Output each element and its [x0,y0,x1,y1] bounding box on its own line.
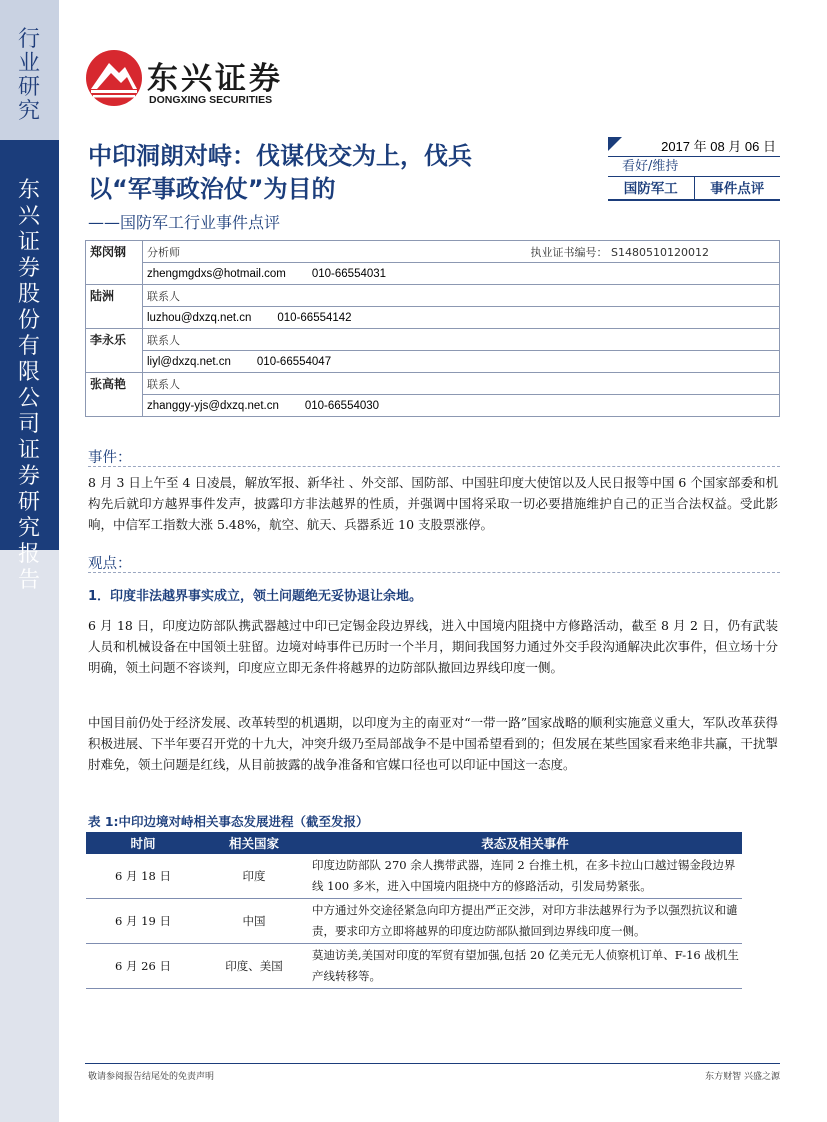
cell-date: 6 月 19 日 [86,899,200,944]
logo-emblem-icon [85,49,143,107]
report-type-tag: 事件点评 [694,177,781,201]
analyst-role: 分析师 [147,245,180,259]
cell-event: 印度边防部队 270 余人携带武器，连同 2 台推土机，在多卡拉山口越过锡金段边界线 100 多米，进入中国境内阻挠中方的修路活动，引发局势紧张。 [308,854,742,899]
analyst-cert: 执业证书编号： S1480510120012 [530,245,709,259]
col-header-event: 表态及相关事件 [308,832,742,854]
analyst-role: 联系人 [147,289,180,303]
analyst-name: 郑闵钢 [86,241,143,285]
events-table [86,832,742,989]
table-header-row [86,832,742,854]
cell-country: 中国 [200,899,308,944]
cell-country: 印度 [200,854,308,899]
views-heading: 观点： [88,556,132,572]
analyst-contact-row [86,395,780,417]
report-meta-box [608,137,780,201]
footer-divider [85,1063,780,1064]
analyst-contact [143,395,780,417]
analyst-contact-row [86,307,780,329]
analyst-phone: 010-66554031 [311,268,387,280]
cell-country: 印度、美国 [200,944,308,989]
corner-triangle-icon [608,137,622,151]
analyst-phone: 010-66554047 [256,356,332,368]
analyst-row [86,373,780,395]
report-title: 中印洞朗对峙：伐谋伐交为上，伐兵以“军事政治仗”为目的 [88,142,472,203]
report-date: 2017 年 08 月 06 日 [608,137,780,157]
event-text: 8 月 3 日上午至 4 日凌晨，解放军报、新华社 、外交部、国防部、中国驻印度大使馆以及人民日报等中国 6 个国家部委和机构先后就印方越界事件发声，披露印方非法越界的性质，并强调中国将采取一切必要措施维护自己的正当合法权益。受此影响，中信军工指数大涨 5.48%，航空、航天、兵器系近 10 支股票涨停。 [88,475,778,532]
company-logo [85,47,315,109]
analyst-email[interactable]: zhanggy-yjs@dxzq.net.cn [147,400,279,412]
footer-disclaimer: 敬请参阅报告结尾处的免责声明 [88,1072,215,1082]
report-category-label: 行业研究 [17,27,40,124]
table-row [86,944,742,989]
analyst-row [86,241,780,263]
analyst-role-cell [143,373,780,395]
sidebar-bottom-block [0,140,59,593]
event-divider [88,466,780,467]
analyst-contact [143,307,780,329]
cell-date: 6 月 18 日 [86,854,200,899]
analyst-phone: 010-66554030 [304,400,380,412]
cell-event: 莫迪访美,美国对印度的军贸有望加强,包括 20 亿美元无人侦察机订单、F-16 战机生产线转移等。 [308,944,742,989]
report-subtitle: ——国防军工行业事件点评 [88,213,281,232]
analyst-email[interactable]: zhengmgdxs@hotmail.com [147,268,286,280]
analyst-email[interactable]: luzhou@dxzq.net.cn [147,312,252,324]
table-title: 表 1:中印边境对峙相关事态发展进程（截至发报） [88,814,369,829]
view-paragraph-2: 中国目前仍处于经济发展、改革转型的机遇期，以印度为主的南亚对“一带一路”国家战略的顺利实施意义重大，军队改革获得积极进展、下半年要召开党的十九大，冲突升级乃至局部战争不是中国希望看到的；但发展在某些国家看来绝非共赢，干扰掣肘难免，领土问题是红线，从目前披露的战争准备和官媒口径也可以印证中国这一态度。 [88,715,778,772]
company-report-label: 东兴证券股份有限公司证券研究报告 [17,178,40,593]
analyst-contact-row [86,351,780,373]
analyst-name: 陆洲 [86,285,143,329]
analyst-table [85,240,780,417]
cell-event: 中方通过外交途径紧急向印方提出严正交涉，对印方非法越界行为予以强烈抗议和谴责，要求印方立即将越界的印度边防部队撤回到边界线印度一侧。 [308,899,742,944]
sidebar [0,0,59,1122]
analyst-name: 李永乐 [86,329,143,373]
views-divider [88,572,780,573]
analyst-contact [143,351,780,373]
report-tags [608,177,780,201]
analyst-role-cell [143,241,780,263]
view-paragraph-1: 6 月 18 日，印度边防部队携武器越过中印已定锡金段边界线，进入中国境内阻挠中方修路活动，截至 8 月 2 日，仍有武装人员和机械设备在中国领土驻留。边境对峙事件已历时一个半月，期间我国努力通过外交手段沟通解决此次事件，但立场十分明确，领土问题不容谈判，印度应立即无条件将越界的边防部队撤回边界线印度一侧。 [88,618,778,675]
logo-name-cn: 东兴证券 [147,61,283,97]
analyst-email[interactable]: liyl@dxzq.net.cn [147,356,231,368]
rating-label: 看好/维持 [608,157,780,177]
footer-slogan: 东方财智 兴盛之源 [705,1072,780,1082]
analyst-contact [143,263,780,285]
analyst-row [86,329,780,351]
table-row [86,854,742,899]
analyst-role-cell [143,285,780,307]
analyst-role: 联系人 [147,377,180,391]
analyst-phone: 010-66554142 [277,312,352,324]
event-heading: 事件： [88,450,132,466]
analyst-name: 张高艳 [86,373,143,417]
analyst-row [86,285,780,307]
col-header-country: 相关国家 [200,832,308,854]
sidebar-top-block [0,0,59,140]
view-point-1: 1．印度非法越界事实成立，领土问题绝无妥协退让余地。 [88,589,423,604]
analyst-role-cell [143,329,780,351]
table-row [86,899,742,944]
analyst-role: 联系人 [147,333,180,347]
col-header-date: 时间 [86,832,200,854]
cell-date: 6 月 26 日 [86,944,200,989]
logo-name-en: DONGXING SECURITIES [149,94,273,106]
industry-tag: 国防军工 [608,177,694,201]
analyst-contact-row [86,263,780,285]
